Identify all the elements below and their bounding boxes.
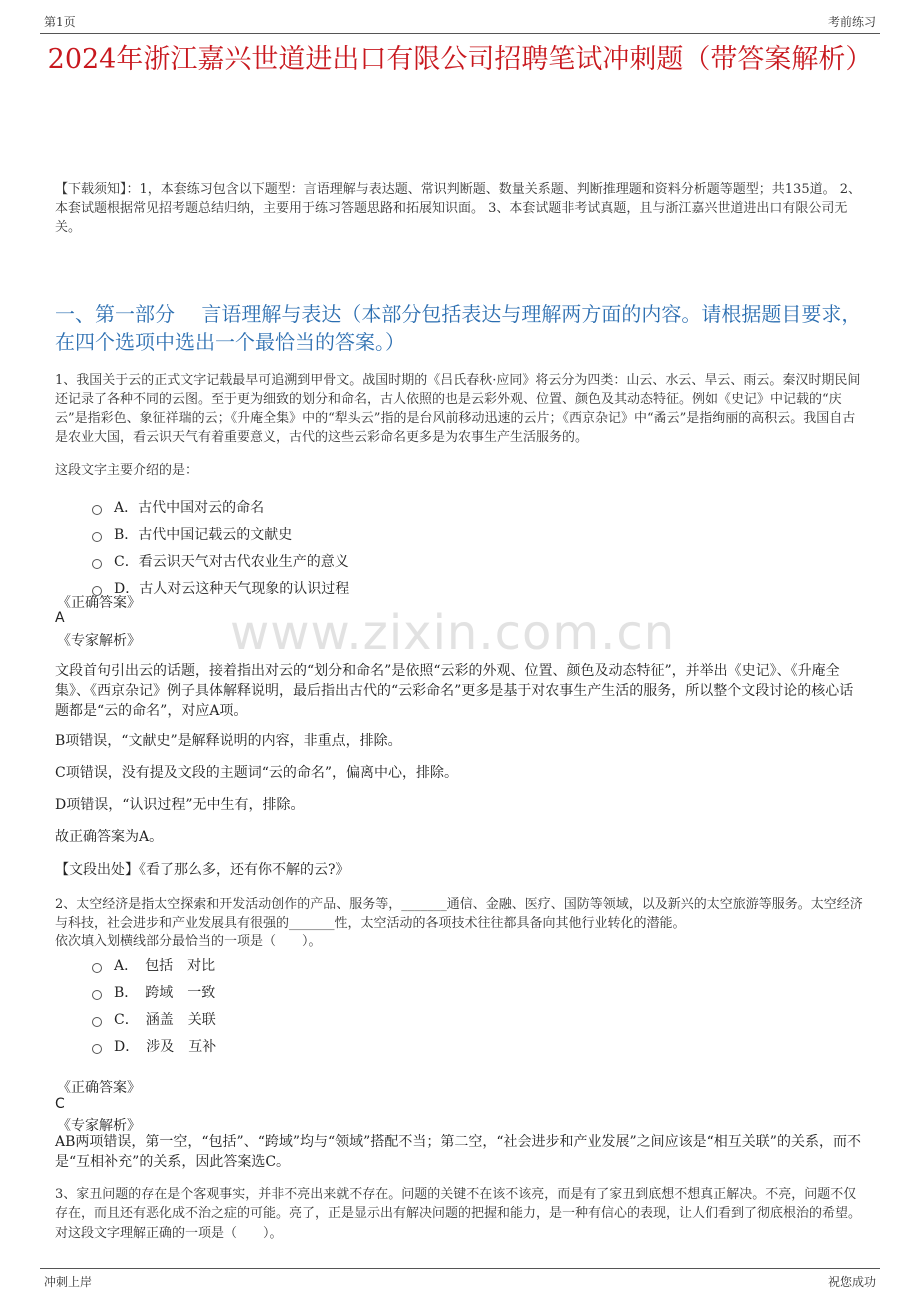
header-tag: 考前练习 [827, 15, 876, 29]
download-notice: 【下载须知】：1，本套练习包含以下题型：言语理解与表达题、常识判断题、数量关系题、判断推理题和资料分析题等题型；共135道。 2、本套试题根据常见招考题总结归纳，主要用于练习答题思路和拓展知识面。 3、本套试题非考试真题，且与浙江嘉兴世道进出口有限公司无关。 [55, 182, 861, 235]
q1-analysis-d: D项错误，“认识过程”无中生有，排除。 [55, 797, 305, 813]
q1-passage-source: 【文段出处】《看了那么多，还有你不解的云?》 [55, 862, 350, 878]
radio-icon[interactable] [92, 559, 102, 569]
radio-icon[interactable] [92, 990, 102, 1000]
question-1-stem: 1、我国关于云的正式文字记载最早可追溯到甲骨文。战国时期的《吕氏春秋·应同》将云分为四类：山云、水云、旱云、雨云。秦汉时期民间还记录了各种不同的云图。至于更为细致的划分和命名，古人依照的也是云彩外观、位置、颜色及其动态特征。例如《史记》中记载的“庆云”是指彩色、象征祥瑞的云；《升庵全集》中的“犁头云”指的是台风前移动迅速的云片；《西京杂记》中“矞云”是指绚丽的高积云。我国自古是农业大国，看云识天气有着重要意义，古代的这些云彩命名更多是为农事生产生活服务的。 [55, 373, 861, 445]
document-title: 2024年浙江嘉兴世道进出口有限公司招聘笔试冲刺题（带答案解析） [47, 44, 873, 75]
q2-option-c[interactable] [92, 1009, 216, 1029]
question-3-stem: 3、家丑问题的存在是个客观事实，并非不亮出来就不存在。问题的关键不在该不该亮，而是有了家丑到底想不想真正解决。不亮，问题不仅存在，而且还有恶化成不治之症的可能。亮了，正是显示出有解决问题的把握和能力，是一种有信心的表现，让人们看到了彻底根治的希望。 [55, 1187, 862, 1221]
q2-option-d-label: D． 涉及 互补 [114, 1039, 217, 1055]
footer-right-text: 祝您成功 [827, 1275, 876, 1289]
question-2-prompt: 依次填入划横线部分最恰当的一项是（ ）。 [55, 934, 322, 949]
q2-option-a-label: A． 包括 对比 [114, 958, 216, 974]
q1-option-d-label: D．古人对云这种天气现象的认识过程 [114, 581, 350, 597]
question-3-prompt: 对这段文字理解正确的一项是（ ）。 [55, 1226, 283, 1241]
q1-analysis-b: B项错误，“文献史”是解释说明的内容，非重点，排除。 [55, 733, 402, 749]
q2-option-a[interactable] [92, 955, 215, 975]
page-number: 第1页 [44, 15, 76, 29]
q2-answer-label: 《正确答案》 [57, 1080, 141, 1096]
q1-option-a[interactable] [92, 497, 264, 517]
q1-answer-label: 《正确答案》 [57, 595, 141, 611]
q1-option-c-label: C．看云识天气对古代农业生产的意义 [114, 554, 349, 570]
question-2-stem: 2、太空经济是指太空探索和开发活动创作的产品、服务等，_______通信、金融、医疗、国防等领域，以及新兴的太空旅游等服务。太空经济与科技，社会进步和产业发展具有很强的_______性，太空活动的各项技术往往都具备向其他行业转化的潜能。 [55, 897, 863, 931]
section-title: 一、第一部分 言语理解与表达（本部分包括表达与理解两方面的内容。请根据题目要求，在四个选项中选出一个最恰当的答案。） [55, 302, 862, 354]
footer-left-text: 冲刺上岸 [44, 1275, 93, 1289]
q1-option-a-label: A．古代中国对云的命名 [114, 500, 265, 516]
watermark: www.zixin.com.cn [230, 605, 676, 661]
question-1-prompt: 这段文字主要介绍的是： [55, 463, 199, 478]
radio-icon[interactable] [92, 505, 102, 515]
radio-icon[interactable] [92, 963, 102, 973]
q2-analysis-label: 《专家解析》 [57, 1118, 141, 1134]
footer-divider [40, 1268, 880, 1269]
q1-analysis-main: 文段首句引出云的话题，接着指出对云的“划分和命名”是依照“云彩的外观、位置、颜色及动态特征”，并举出《史记》、《升庵全集》、《西京杂记》例子具体解释说明，最后指出古代的“云彩命名”更多是基于对农事生产生活的服务，所以整个文段讨论的核心话题都是“云的命名”，对应A项。 [55, 663, 854, 719]
q2-option-b-label: B． 跨域 一致 [114, 985, 216, 1001]
q1-analysis-conclusion: 故正确答案为A。 [55, 829, 164, 845]
q1-analysis-c: C项错误，没有提及文段的主题词“云的命名”，偏离中心，排除。 [55, 765, 459, 781]
radio-icon[interactable] [92, 532, 102, 542]
q1-option-b[interactable] [92, 524, 292, 544]
q2-option-b[interactable] [92, 982, 215, 1002]
q2-option-c-label: C． 涵盖 关联 [114, 1012, 216, 1028]
q1-answer: A [55, 610, 65, 626]
radio-icon[interactable] [92, 1017, 102, 1027]
q2-analysis: AB两项错误，第一空，“包括”、“跨域”均与“领域”搭配不当；第二空，“社会进步和产业发展”之间应该是“相互关联”的关系，而不是“互相补充”的关系，因此答案选C。 [55, 1134, 861, 1170]
radio-icon[interactable] [92, 1044, 102, 1054]
q1-analysis-label: 《专家解析》 [57, 633, 141, 649]
q2-option-d[interactable] [92, 1036, 216, 1056]
q2-answer: C [55, 1096, 65, 1112]
q1-option-b-label: B．古代中国记载云的文献史 [114, 527, 293, 543]
q1-option-c[interactable] [92, 551, 349, 571]
header-divider [40, 33, 880, 34]
